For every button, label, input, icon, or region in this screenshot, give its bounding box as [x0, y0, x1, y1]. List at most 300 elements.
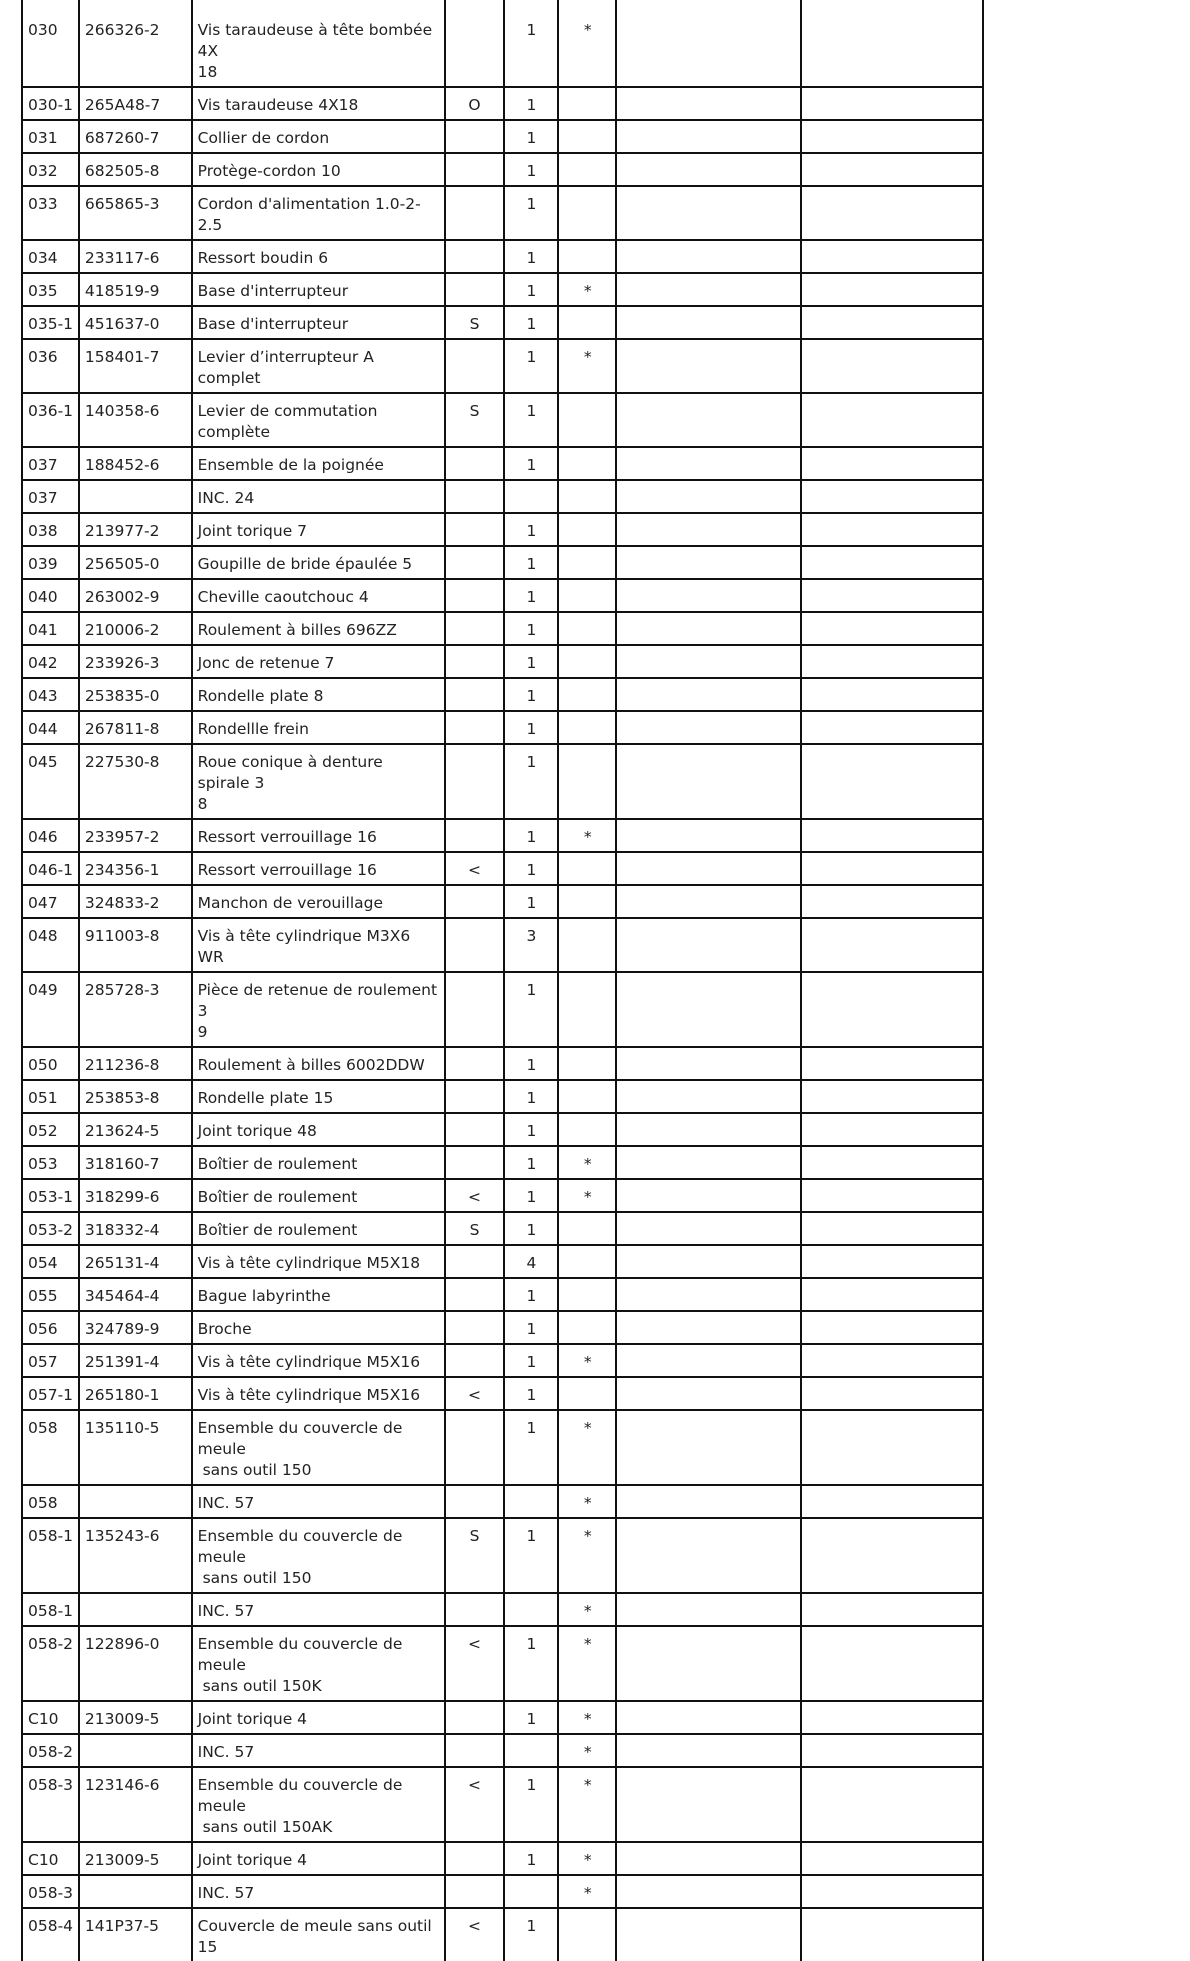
blank-cell-1: [616, 1212, 800, 1245]
quantity-cell: 1: [504, 1179, 559, 1212]
quantity-cell: 1: [504, 1047, 559, 1080]
blank-cell-2: [801, 120, 983, 153]
table-row: [22, 393, 983, 447]
code-cell: [445, 1047, 504, 1080]
description-cell: Vis taraudeuse 4X18: [192, 87, 445, 120]
blank-cell-1: [616, 1080, 800, 1113]
note-cell: [558, 153, 616, 186]
part-number-cell: 233117-6: [79, 240, 192, 273]
part-number-cell: 158401-7: [79, 339, 192, 393]
blank-cell-2: [801, 546, 983, 579]
note-cell: *: [558, 339, 616, 393]
item-number-cell: 046: [22, 819, 79, 852]
code-cell: [445, 645, 504, 678]
description-cell: Joint torique 48: [192, 1113, 445, 1146]
blank-cell-1: [616, 1113, 800, 1146]
table-row: [22, 1245, 983, 1278]
description-cell: INC. 57: [192, 1875, 445, 1908]
table-row: [22, 819, 983, 852]
blank-cell-1: [616, 819, 800, 852]
quantity-cell: 1: [504, 1377, 559, 1410]
item-number-cell: 042: [22, 645, 79, 678]
part-number-cell: 265180-1: [79, 1377, 192, 1410]
table-row: [22, 1080, 983, 1113]
blank-cell-2: [801, 1113, 983, 1146]
note-cell: [558, 852, 616, 885]
table-row: [22, 579, 983, 612]
item-number-cell: 031: [22, 120, 79, 153]
item-number-cell: 058-2: [22, 1734, 79, 1767]
blank-cell-2: [801, 1344, 983, 1377]
blank-cell-1: [616, 153, 800, 186]
table-row: [22, 1485, 983, 1518]
code-cell: [445, 1485, 504, 1518]
note-cell: [558, 1113, 616, 1146]
blank-cell-1: [616, 1842, 800, 1875]
part-number-cell: 911003-8: [79, 918, 192, 972]
code-cell: [445, 153, 504, 186]
blank-cell-2: [801, 1047, 983, 1080]
description-cell: Couvercle de meule sans outil 15: [192, 1908, 445, 1961]
quantity-cell: 1: [504, 1080, 559, 1113]
quantity-cell: [504, 1485, 559, 1518]
item-number-cell: C10: [22, 1701, 79, 1734]
description-cell: Protège-cordon 10: [192, 153, 445, 186]
part-number-cell: 318332-4: [79, 1212, 192, 1245]
blank-cell-1: [616, 1593, 800, 1626]
quantity-cell: 1: [504, 711, 559, 744]
blank-cell-2: [801, 1842, 983, 1875]
blank-cell-1: [616, 1278, 800, 1311]
quantity-cell: 1: [504, 153, 559, 186]
part-number-cell: 233957-2: [79, 819, 192, 852]
code-cell: <: [445, 1626, 504, 1701]
blank-cell-2: [801, 306, 983, 339]
blank-cell-1: [616, 1767, 800, 1842]
code-cell: [445, 480, 504, 513]
blank-cell-1: [616, 1518, 800, 1593]
description-cell: Roue conique à denture spirale 3 8: [192, 744, 445, 819]
blank-cell-1: [616, 678, 800, 711]
table-row: [22, 1344, 983, 1377]
blank-cell-1: [616, 447, 800, 480]
code-cell: [445, 1593, 504, 1626]
note-cell: [558, 579, 616, 612]
blank-cell-1: [616, 1908, 800, 1961]
code-cell: [445, 711, 504, 744]
part-number-cell: 213009-5: [79, 1701, 192, 1734]
item-number-cell: 044: [22, 711, 79, 744]
quantity-cell: 1: [504, 1113, 559, 1146]
quantity-cell: 1: [504, 579, 559, 612]
item-number-cell: 054: [22, 1245, 79, 1278]
description-cell: Goupille de bride épaulée 5: [192, 546, 445, 579]
table-row: [22, 1842, 983, 1875]
item-number-cell: 052: [22, 1113, 79, 1146]
code-cell: [445, 1701, 504, 1734]
table-row: [22, 612, 983, 645]
description-cell: Ensemble de la poignée: [192, 447, 445, 480]
blank-cell-2: [801, 447, 983, 480]
table-row: [22, 546, 983, 579]
code-cell: [445, 819, 504, 852]
blank-cell-2: [801, 852, 983, 885]
description-cell: Vis à tête cylindrique M3X6 WR: [192, 918, 445, 972]
part-number-cell: 135110-5: [79, 1410, 192, 1485]
blank-cell-1: [616, 1344, 800, 1377]
item-number-cell: 039: [22, 546, 79, 579]
part-number-cell: [79, 480, 192, 513]
blank-cell-1: [616, 546, 800, 579]
description-cell: Ressort boudin 6: [192, 240, 445, 273]
code-cell: <: [445, 1179, 504, 1212]
code-cell: [445, 678, 504, 711]
note-cell: *: [558, 1146, 616, 1179]
note-cell: [558, 1908, 616, 1961]
table-row: [22, 120, 983, 153]
item-number-cell: 036-1: [22, 393, 79, 447]
code-cell: [445, 186, 504, 240]
blank-cell-2: [801, 885, 983, 918]
part-number-cell: 213624-5: [79, 1113, 192, 1146]
quantity-cell: 1: [504, 1212, 559, 1245]
blank-cell-1: [616, 852, 800, 885]
quantity-cell: 1: [504, 186, 559, 240]
item-number-cell: 035: [22, 273, 79, 306]
quantity-cell: 1: [504, 678, 559, 711]
table-row: [22, 153, 983, 186]
part-number-cell: 213009-5: [79, 1842, 192, 1875]
blank-cell-1: [616, 513, 800, 546]
blank-cell-2: [801, 1734, 983, 1767]
item-number-cell: 055: [22, 1278, 79, 1311]
item-number-cell: 058: [22, 1410, 79, 1485]
part-number-cell: [79, 1485, 192, 1518]
item-number-cell: 053-1: [22, 1179, 79, 1212]
part-number-cell: 122896-0: [79, 1626, 192, 1701]
parts-table: [21, 0, 984, 1961]
item-number-cell: 057-1: [22, 1377, 79, 1410]
quantity-cell: 1: [504, 447, 559, 480]
note-cell: [558, 1212, 616, 1245]
table-row: [22, 1875, 983, 1908]
quantity-cell: 1: [504, 393, 559, 447]
blank-cell-2: [801, 1767, 983, 1842]
blank-cell-2: [801, 1278, 983, 1311]
blank-cell-1: [616, 1485, 800, 1518]
item-number-cell: 051: [22, 1080, 79, 1113]
item-number-cell: 053: [22, 1146, 79, 1179]
table-row: [22, 513, 983, 546]
code-cell: [445, 1734, 504, 1767]
blank-cell-2: [801, 1080, 983, 1113]
description-cell: Base d'interrupteur: [192, 306, 445, 339]
table-row: [22, 744, 983, 819]
part-number-cell: 324789-9: [79, 1311, 192, 1344]
note-cell: [558, 612, 616, 645]
part-number-cell: 265131-4: [79, 1245, 192, 1278]
blank-cell-1: [616, 186, 800, 240]
item-number-cell: 053-2: [22, 1212, 79, 1245]
table-row: [22, 1593, 983, 1626]
blank-cell-1: [616, 1377, 800, 1410]
part-number-cell: [79, 1875, 192, 1908]
item-number-cell: 040: [22, 579, 79, 612]
item-number-cell: 058-3: [22, 1767, 79, 1842]
blank-cell-1: [616, 1410, 800, 1485]
blank-cell-1: [616, 120, 800, 153]
blank-cell-1: [616, 1146, 800, 1179]
description-cell: Ensemble du couvercle de meule sans outil 150: [192, 1518, 445, 1593]
blank-cell-1: [616, 972, 800, 1047]
note-cell: *: [558, 1179, 616, 1212]
description-cell: Collier de cordon: [192, 120, 445, 153]
note-cell: [558, 1377, 616, 1410]
blank-cell-1: [616, 579, 800, 612]
part-number-cell: 123146-6: [79, 1767, 192, 1842]
blank-cell-2: [801, 972, 983, 1047]
description-cell: Ressort verrouillage 16: [192, 852, 445, 885]
blank-cell-2: [801, 1410, 983, 1485]
part-number-cell: 140358-6: [79, 393, 192, 447]
description-cell: INC. 57: [192, 1734, 445, 1767]
code-cell: S: [445, 393, 504, 447]
table-row: [22, 447, 983, 480]
item-number-cell: 035-1: [22, 306, 79, 339]
part-number-cell: 253853-8: [79, 1080, 192, 1113]
blank-cell-2: [801, 480, 983, 513]
quantity-cell: 1: [504, 87, 559, 120]
part-number-cell: 188452-6: [79, 447, 192, 480]
note-cell: [558, 87, 616, 120]
description-cell: INC. 57: [192, 1593, 445, 1626]
blank-cell-1: [616, 918, 800, 972]
blank-cell-2: [801, 819, 983, 852]
blank-cell-2: [801, 513, 983, 546]
item-number-cell: 049: [22, 972, 79, 1047]
item-number-cell: 034: [22, 240, 79, 273]
note-cell: [558, 645, 616, 678]
blank-cell-2: [801, 645, 983, 678]
note-cell: [558, 744, 616, 819]
part-number-cell: 687260-7: [79, 120, 192, 153]
blank-cell-1: [616, 1179, 800, 1212]
code-cell: [445, 120, 504, 153]
blank-cell-2: [801, 153, 983, 186]
part-number-cell: 665865-3: [79, 186, 192, 240]
blank-cell-1: [616, 1245, 800, 1278]
note-cell: [558, 120, 616, 153]
blank-cell-2: [801, 678, 983, 711]
note-cell: *: [558, 1842, 616, 1875]
quantity-cell: 1: [504, 0, 559, 87]
part-number-cell: 253835-0: [79, 678, 192, 711]
part-number-cell: 251391-4: [79, 1344, 192, 1377]
blank-cell-2: [801, 1212, 983, 1245]
description-cell: Jonc de retenue 7: [192, 645, 445, 678]
quantity-cell: 1: [504, 1344, 559, 1377]
note-cell: *: [558, 819, 616, 852]
note-cell: [558, 546, 616, 579]
table-row: [22, 339, 983, 393]
note-cell: [558, 306, 616, 339]
table-row: [22, 1767, 983, 1842]
item-number-cell: 058: [22, 1485, 79, 1518]
part-number-cell: 345464-4: [79, 1278, 192, 1311]
note-cell: *: [558, 1410, 616, 1485]
description-cell: INC. 24: [192, 480, 445, 513]
description-cell: Boîtier de roulement: [192, 1212, 445, 1245]
quantity-cell: 4: [504, 1245, 559, 1278]
code-cell: [445, 885, 504, 918]
code-cell: <: [445, 1908, 504, 1961]
table-row: [22, 1908, 983, 1961]
description-cell: Ensemble du couvercle de meule sans outil 150K: [192, 1626, 445, 1701]
note-cell: [558, 1047, 616, 1080]
note-cell: [558, 918, 616, 972]
note-cell: *: [558, 1734, 616, 1767]
table-row: [22, 306, 983, 339]
part-number-cell: 324833-2: [79, 885, 192, 918]
quantity-cell: 1: [504, 1842, 559, 1875]
item-number-cell: 037: [22, 480, 79, 513]
description-cell: Broche: [192, 1311, 445, 1344]
quantity-cell: 1: [504, 1278, 559, 1311]
note-cell: [558, 1080, 616, 1113]
table-row: [22, 885, 983, 918]
table-row: [22, 0, 983, 87]
blank-cell-2: [801, 1908, 983, 1961]
part-number-cell: 135243-6: [79, 1518, 192, 1593]
description-cell: Vis à tête cylindrique M5X16: [192, 1377, 445, 1410]
code-cell: [445, 1245, 504, 1278]
table-row: [22, 87, 983, 120]
blank-cell-1: [616, 306, 800, 339]
description-cell: Cordon d'alimentation 1.0-2-2.5: [192, 186, 445, 240]
description-cell: Joint torique 4: [192, 1842, 445, 1875]
code-cell: [445, 1842, 504, 1875]
table-row: [22, 1311, 983, 1344]
description-cell: Ensemble du couvercle de meule sans outil 150: [192, 1410, 445, 1485]
blank-cell-1: [616, 1626, 800, 1701]
part-number-cell: 213977-2: [79, 513, 192, 546]
description-cell: Joint torique 7: [192, 513, 445, 546]
item-number-cell: 058-4: [22, 1908, 79, 1961]
quantity-cell: 1: [504, 339, 559, 393]
blank-cell-2: [801, 339, 983, 393]
description-cell: INC. 57: [192, 1485, 445, 1518]
table-row: [22, 1701, 983, 1734]
blank-cell-2: [801, 1377, 983, 1410]
item-number-cell: 046-1: [22, 852, 79, 885]
blank-cell-1: [616, 645, 800, 678]
item-number-cell: 056: [22, 1311, 79, 1344]
quantity-cell: 1: [504, 1626, 559, 1701]
note-cell: [558, 1311, 616, 1344]
description-cell: Vis taraudeuse à tête bombée 4X 18: [192, 0, 445, 87]
blank-cell-2: [801, 0, 983, 87]
blank-cell-1: [616, 1734, 800, 1767]
part-number-cell: 227530-8: [79, 744, 192, 819]
blank-cell-1: [616, 744, 800, 819]
part-number-cell: 234356-1: [79, 852, 192, 885]
item-number-cell: 038: [22, 513, 79, 546]
note-cell: *: [558, 1518, 616, 1593]
note-cell: [558, 1278, 616, 1311]
description-cell: Boîtier de roulement: [192, 1179, 445, 1212]
code-cell: <: [445, 1377, 504, 1410]
blank-cell-2: [801, 1179, 983, 1212]
note-cell: *: [558, 1485, 616, 1518]
description-cell: Cheville caoutchouc 4: [192, 579, 445, 612]
description-cell: Levier d’interrupteur A complet: [192, 339, 445, 393]
blank-cell-2: [801, 1245, 983, 1278]
quantity-cell: [504, 480, 559, 513]
quantity-cell: 1: [504, 1311, 559, 1344]
description-cell: Boîtier de roulement: [192, 1146, 445, 1179]
note-cell: [558, 393, 616, 447]
part-number-cell: 256505-0: [79, 546, 192, 579]
description-cell: Vis à tête cylindrique M5X16: [192, 1344, 445, 1377]
table-row: [22, 645, 983, 678]
quantity-cell: 1: [504, 1410, 559, 1485]
code-cell: [445, 1344, 504, 1377]
description-cell: Pièce de retenue de roulement 3 9: [192, 972, 445, 1047]
note-cell: [558, 711, 616, 744]
quantity-cell: 3: [504, 918, 559, 972]
blank-cell-1: [616, 711, 800, 744]
blank-cell-1: [616, 1311, 800, 1344]
quantity-cell: 1: [504, 1908, 559, 1961]
blank-cell-1: [616, 87, 800, 120]
code-cell: [445, 546, 504, 579]
blank-cell-1: [616, 339, 800, 393]
table-row: [22, 273, 983, 306]
blank-cell-2: [801, 612, 983, 645]
note-cell: [558, 1245, 616, 1278]
item-number-cell: 058-1: [22, 1593, 79, 1626]
note-cell: *: [558, 1626, 616, 1701]
code-cell: [445, 579, 504, 612]
table-row: [22, 711, 983, 744]
quantity-cell: 1: [504, 240, 559, 273]
quantity-cell: 1: [504, 1146, 559, 1179]
table-row: [22, 678, 983, 711]
note-cell: *: [558, 1344, 616, 1377]
table-row: [22, 1179, 983, 1212]
code-cell: [445, 612, 504, 645]
code-cell: [445, 0, 504, 87]
table-row: [22, 186, 983, 240]
table-row: [22, 1377, 983, 1410]
table-row: [22, 480, 983, 513]
blank-cell-2: [801, 579, 983, 612]
quantity-cell: [504, 1593, 559, 1626]
blank-cell-2: [801, 1875, 983, 1908]
code-cell: [445, 1875, 504, 1908]
code-cell: [445, 1146, 504, 1179]
blank-cell-2: [801, 1518, 983, 1593]
item-number-cell: 050: [22, 1047, 79, 1080]
code-cell: S: [445, 1212, 504, 1245]
quantity-cell: 1: [504, 1518, 559, 1593]
blank-cell-2: [801, 1146, 983, 1179]
table-row: [22, 1047, 983, 1080]
note-cell: [558, 447, 616, 480]
table-row: [22, 918, 983, 972]
blank-cell-1: [616, 273, 800, 306]
code-cell: [445, 744, 504, 819]
